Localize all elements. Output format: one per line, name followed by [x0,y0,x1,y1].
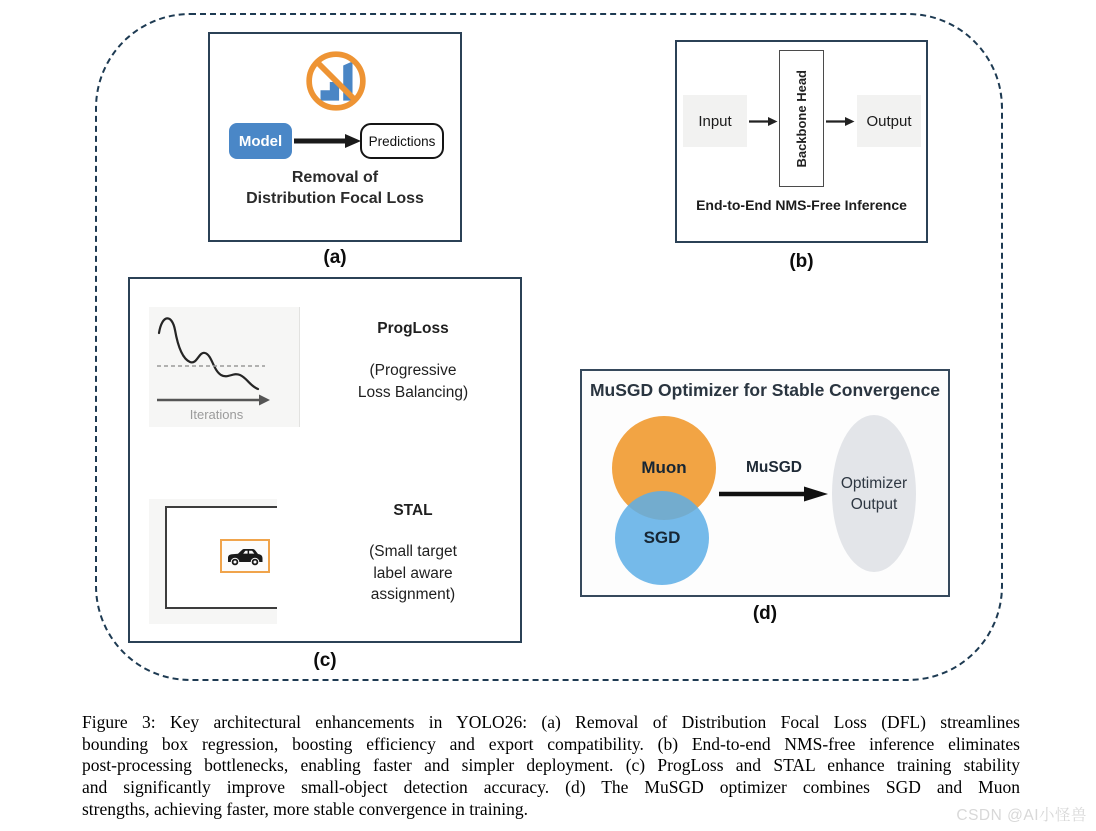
panel-c-progloss-stal [128,277,522,643]
musgd-arrow-icon [719,485,829,503]
panel-d-title: MuSGD Optimizer for Stable Convergence [589,380,941,400]
progloss-subtitle: (Progressive Loss Balancing) [357,362,469,401]
optimizer-output-ellipse: Optimizer Output [832,415,916,572]
iterations-axis-label: Iterations [189,407,244,422]
csdn-watermark: CSDN @AI小怪兽 [956,807,1087,824]
predictions-box [360,123,444,159]
caption-line: strengths, achieving faster, more stable convergence in training. [82,798,529,819]
musgd-arrow-label: MuSGD [746,459,802,476]
no-dfl-prohibition-icon [304,49,368,113]
panel-c-label: (c) [313,650,337,671]
panel-b-label: (b) [789,251,814,272]
stal-subtitle: (Small target label aware assignment) [369,543,457,603]
input-box [683,95,747,147]
model-box [229,123,292,159]
panel-a-label: (a) [323,247,347,268]
caption-line: Figure 3: Key architectural enhancements in YOLO26: (a) Removal of Distribution Focal Loss (DFL) streamlines [82,712,1020,732]
model-to-predictions-arrow-icon [294,132,362,150]
stal-title: STAL [393,502,433,519]
small-object-scene [149,499,277,624]
caption-line: post-processing bottlenecks, enabling faster and simpler deployment. (c) ProgLoss and STAL enhance training stability [82,755,1020,776]
backbone-head-label: Backbone Head [794,69,809,168]
panel-d-label: (d) [752,603,778,624]
loss-curve-icon [149,307,300,407]
output-box-label: Output [866,112,912,130]
input-box-label: Input [698,112,732,130]
backbone-head-box [779,50,824,187]
car-icon [226,546,264,567]
output-box [857,95,921,147]
loss-curve-chart [149,307,300,427]
car-bounding-box [220,539,270,573]
caption-line: bounding box regression, boosting efficiency and export compatibility. (b) End-to-end NMS-free inference eliminates [82,733,1020,754]
panel-d-musgd [580,369,950,597]
panel-b-title: End-to-End NMS-Free Inference [696,197,907,213]
figure-caption [82,712,1020,821]
sgd-label: SGD [643,528,681,547]
model-box-label: Model [238,132,283,150]
backbone-to-output-arrow-icon [826,115,855,128]
sgd-circle [615,491,709,585]
caption-line: and significantly improve small-object detection accuracy. (d) The MuSGD optimizer combines SGD and Muon [82,777,1020,798]
progloss-title: ProgLoss [377,320,449,337]
panel-a-dfl-removal [208,32,462,242]
input-to-backbone-arrow-icon [749,115,778,128]
panel-b-nms-free [675,40,928,243]
panel-a-title: Removal of Distribution Focal Loss [246,169,424,207]
muon-label: Muon [641,458,687,477]
predictions-box-label: Predictions [368,133,436,149]
